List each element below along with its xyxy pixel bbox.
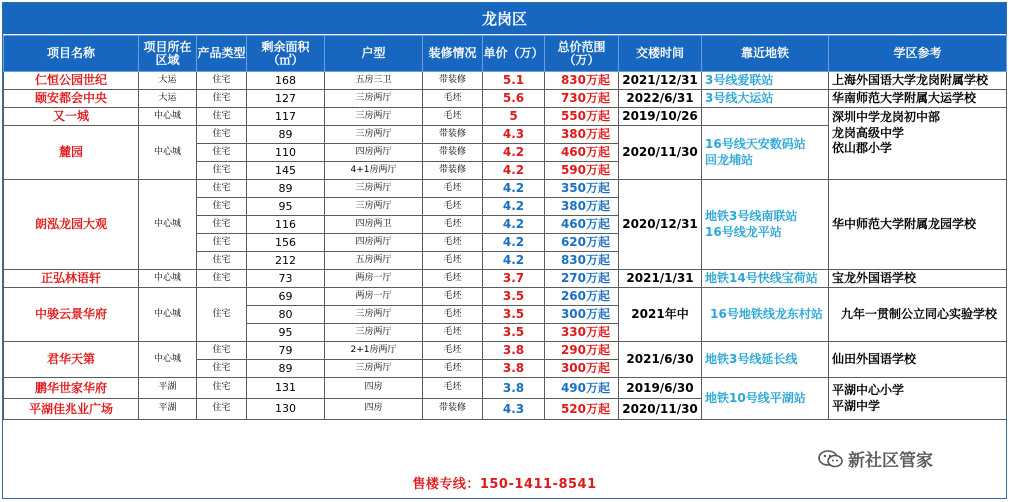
school-cell: 宝龙外国语学校 [829, 270, 1007, 288]
total-price-cell: 290万起 [545, 342, 619, 360]
unit-price-cell: 3.5 [483, 306, 545, 324]
delivery-cell: 2019/6/30 [619, 378, 702, 399]
deco-cell: 毛坯 [423, 234, 483, 252]
project-name: 仁恒公园世纪 [4, 72, 139, 90]
metro-cell [702, 108, 829, 126]
type-cell: 住宅 [197, 144, 247, 162]
type-cell: 住宅 [197, 288, 247, 342]
deco-cell: 毛坯 [423, 270, 483, 288]
table-row [4, 270, 1007, 288]
type-cell: 住宅 [197, 234, 247, 252]
delivery-cell: 2021/6/30 [619, 342, 702, 378]
unit-price-cell: 3.5 [483, 288, 545, 306]
area-cell: 中心城 [139, 180, 197, 270]
header-delivery-date: 交楼时间 [619, 36, 702, 72]
header-decoration: 装修情况 [423, 36, 483, 72]
layout-cell: 三房两厅 [325, 306, 423, 324]
layout-cell: 五房三卫 [325, 72, 423, 90]
layout-cell: 4+1房两厅 [325, 162, 423, 180]
unit-price-cell: 4.2 [483, 252, 545, 270]
layout-cell: 三房两厅 [325, 324, 423, 342]
project-name: 朗泓龙园大观 [4, 180, 139, 270]
table-row [4, 180, 1007, 198]
size-cell: 80 [247, 306, 325, 324]
school-cell: 上海外国语大学龙岗附属学校 [829, 72, 1007, 90]
sales-hotline: 售楼专线：150-1411-8541 [412, 477, 597, 492]
total-price-cell: 550万起 [545, 108, 619, 126]
deco-cell: 毛坯 [423, 288, 483, 306]
table-row [4, 108, 1007, 126]
size-cell: 89 [247, 360, 325, 378]
metro-cell: 16号地铁线龙东村站 [702, 288, 829, 342]
area-cell: 中心城 [139, 108, 197, 126]
delivery-cell: 2020/11/30 [619, 399, 702, 420]
layout-cell: 两房一厅 [325, 270, 423, 288]
size-cell: 130 [247, 399, 325, 420]
delivery-cell: 2021年中 [619, 288, 702, 342]
total-price-cell: 460万起 [545, 216, 619, 234]
deco-cell: 带装修 [423, 162, 483, 180]
project-name: 颐安都会中央 [4, 90, 139, 108]
layout-cell: 四房两厅 [325, 234, 423, 252]
project-name: 正弘林语轩 [4, 270, 139, 288]
layout-cell: 三房两厅 [325, 126, 423, 144]
wechat-icon [818, 450, 844, 468]
type-cell: 住宅 [197, 90, 247, 108]
size-cell: 127 [247, 90, 325, 108]
project-name: 中骏云景华府 [4, 288, 139, 342]
metro-cell: 地铁3号线延长线 [702, 342, 829, 378]
school-cell: 华南师范大学附属大运学校 [829, 90, 1007, 108]
size-cell: 156 [247, 234, 325, 252]
layout-cell: 三房两厅 [325, 360, 423, 378]
delivery-cell: 2019/10/26 [619, 108, 702, 126]
layout-cell: 三房两厅 [325, 108, 423, 126]
header-school: 学区参考 [829, 36, 1007, 72]
unit-price-cell: 5 [483, 108, 545, 126]
size-cell: 69 [247, 288, 325, 306]
total-price-cell: 260万起 [545, 288, 619, 306]
project-name: 又一城 [4, 108, 139, 126]
unit-price-cell: 3.8 [483, 360, 545, 378]
layout-cell: 四房两卫 [325, 216, 423, 234]
type-cell: 住宅 [197, 378, 247, 399]
total-price-cell: 350万起 [545, 180, 619, 198]
delivery-cell: 2022/6/31 [619, 90, 702, 108]
school-cell: 九年一贯制公立同心实验学校 [829, 288, 1007, 342]
area-cell: 中心城 [139, 288, 197, 342]
size-cell: 131 [247, 378, 325, 399]
area-cell: 大运 [139, 72, 197, 90]
type-cell: 住宅 [197, 72, 247, 90]
deco-cell: 毛坯 [423, 360, 483, 378]
size-cell: 89 [247, 126, 325, 144]
header-project-name: 项目名称 [4, 36, 139, 72]
total-price-cell: 830万起 [545, 252, 619, 270]
total-price-cell: 460万起 [545, 144, 619, 162]
layout-cell: 两房一厅 [325, 288, 423, 306]
project-name: 平湖佳兆业广场 [4, 399, 139, 420]
type-cell: 住宅 [197, 252, 247, 270]
unit-price-cell: 3.5 [483, 324, 545, 342]
total-price-cell: 270万起 [545, 270, 619, 288]
metro-cell: 地铁14号快线宝荷站 [702, 270, 829, 288]
size-cell: 145 [247, 162, 325, 180]
area-cell: 平湖 [139, 378, 197, 399]
layout-cell: 四房两厅 [325, 144, 423, 162]
table-header [4, 36, 1007, 72]
total-price-cell: 730万起 [545, 90, 619, 108]
type-cell: 住宅 [197, 270, 247, 288]
header-metro: 靠近地铁 [702, 36, 829, 72]
deco-cell: 毛坯 [423, 108, 483, 126]
page-title: 龙岗区 [3, 3, 1006, 34]
project-name: 鹏华世家华府 [4, 378, 139, 399]
deco-cell: 毛坯 [423, 306, 483, 324]
deco-cell: 毛坯 [423, 90, 483, 108]
school-cell: 深圳中学龙岗初中部 龙岗高级中学 依山郡小学 [829, 108, 1007, 180]
size-cell: 168 [247, 72, 325, 90]
type-cell: 住宅 [197, 360, 247, 378]
deco-cell: 毛坯 [423, 342, 483, 360]
header-layout: 户型 [325, 36, 423, 72]
header-unit-price: 单价（万） [483, 36, 545, 72]
size-cell: 79 [247, 342, 325, 360]
metro-cell: 3号线爱联站 [702, 72, 829, 90]
metro-cell: 地铁10号线平湖站 [702, 378, 829, 420]
watermark [818, 446, 933, 471]
unit-price-cell: 4.2 [483, 198, 545, 216]
total-price-cell: 590万起 [545, 162, 619, 180]
layout-cell: 四房 [325, 378, 423, 399]
unit-price-cell: 4.2 [483, 216, 545, 234]
header-area: 项目所在区域 [139, 36, 197, 72]
deco-cell: 毛坯 [423, 180, 483, 198]
deco-cell: 毛坯 [423, 252, 483, 270]
table-row [4, 72, 1007, 90]
deco-cell: 毛坯 [423, 324, 483, 342]
type-cell: 住宅 [197, 342, 247, 360]
school-cell: 平湖中心小学 平湖中学 [829, 378, 1007, 420]
delivery-cell: 2021/1/31 [619, 270, 702, 288]
delivery-cell: 2021/12/31 [619, 72, 702, 90]
total-price-cell: 380万起 [545, 126, 619, 144]
total-price-cell: 620万起 [545, 234, 619, 252]
property-table [3, 35, 1007, 420]
watermark-text: 新社区管家 [848, 451, 933, 471]
delivery-cell: 2020/11/30 [619, 126, 702, 180]
type-cell: 住宅 [197, 180, 247, 198]
size-cell: 110 [247, 144, 325, 162]
area-cell: 中心城 [139, 342, 197, 378]
size-cell: 89 [247, 180, 325, 198]
delivery-cell: 2020/12/31 [619, 180, 702, 270]
size-cell: 95 [247, 324, 325, 342]
layout-cell: 三房两厅 [325, 198, 423, 216]
unit-price-cell: 5.6 [483, 90, 545, 108]
unit-price-cell: 4.2 [483, 162, 545, 180]
unit-price-cell: 3.8 [483, 378, 545, 399]
total-price-cell: 830万起 [545, 72, 619, 90]
total-price-cell: 330万起 [545, 324, 619, 342]
total-price-cell: 300万起 [545, 306, 619, 324]
area-cell: 中心城 [139, 270, 197, 288]
header-remaining-size: 剩余面积（㎡） [247, 36, 325, 72]
unit-price-cell: 4.2 [483, 180, 545, 198]
size-cell: 212 [247, 252, 325, 270]
layout-cell: 三房两厅 [325, 180, 423, 198]
unit-price-cell: 4.3 [483, 126, 545, 144]
size-cell: 117 [247, 108, 325, 126]
type-cell: 住宅 [197, 126, 247, 144]
metro-cell: 3号线大运站 [702, 90, 829, 108]
deco-cell: 带装修 [423, 126, 483, 144]
unit-price-cell: 4.3 [483, 399, 545, 420]
type-cell: 住宅 [197, 216, 247, 234]
school-cell: 仙田外国语学校 [829, 342, 1007, 378]
table-row [4, 342, 1007, 360]
unit-price-cell: 4.2 [483, 144, 545, 162]
project-name: 麓园 [4, 126, 139, 180]
type-cell: 住宅 [197, 162, 247, 180]
layout-cell: 2+1房两厅 [325, 342, 423, 360]
table-row [4, 90, 1007, 108]
deco-cell: 毛坯 [423, 198, 483, 216]
metro-cell: 地铁3号线南联站 16号线龙平站 [702, 180, 829, 270]
area-cell: 中心城 [139, 126, 197, 180]
area-cell: 大运 [139, 90, 197, 108]
header-product-type: 产品类型 [197, 36, 247, 72]
deco-cell: 带装修 [423, 72, 483, 90]
total-price-cell: 520万起 [545, 399, 619, 420]
table-row [4, 288, 1007, 306]
deco-cell: 带装修 [423, 144, 483, 162]
deco-cell: 带装修 [423, 399, 483, 420]
size-cell: 73 [247, 270, 325, 288]
layout-cell: 四房 [325, 399, 423, 420]
deco-cell: 毛坯 [423, 378, 483, 399]
table-row [4, 378, 1007, 399]
size-cell: 95 [247, 198, 325, 216]
unit-price-cell: 4.2 [483, 234, 545, 252]
header-total-price: 总价范围（万） [545, 36, 619, 72]
unit-price-cell: 5.1 [483, 72, 545, 90]
school-cell: 华中师范大学附属龙园学校 [829, 180, 1007, 270]
type-cell: 住宅 [197, 108, 247, 126]
size-cell: 116 [247, 216, 325, 234]
layout-cell: 五房两厅 [325, 252, 423, 270]
type-cell: 住宅 [197, 399, 247, 420]
metro-cell: 16号线天安数码站 回龙埔站 [702, 126, 829, 180]
total-price-cell: 490万起 [545, 378, 619, 399]
total-price-cell: 300万起 [545, 360, 619, 378]
unit-price-cell: 3.8 [483, 342, 545, 360]
area-cell: 平湖 [139, 399, 197, 420]
layout-cell: 三房两厅 [325, 90, 423, 108]
deco-cell: 毛坯 [423, 216, 483, 234]
type-cell: 住宅 [197, 198, 247, 216]
total-price-cell: 380万起 [545, 198, 619, 216]
project-name: 君华天第 [4, 342, 139, 378]
unit-price-cell: 3.7 [483, 270, 545, 288]
